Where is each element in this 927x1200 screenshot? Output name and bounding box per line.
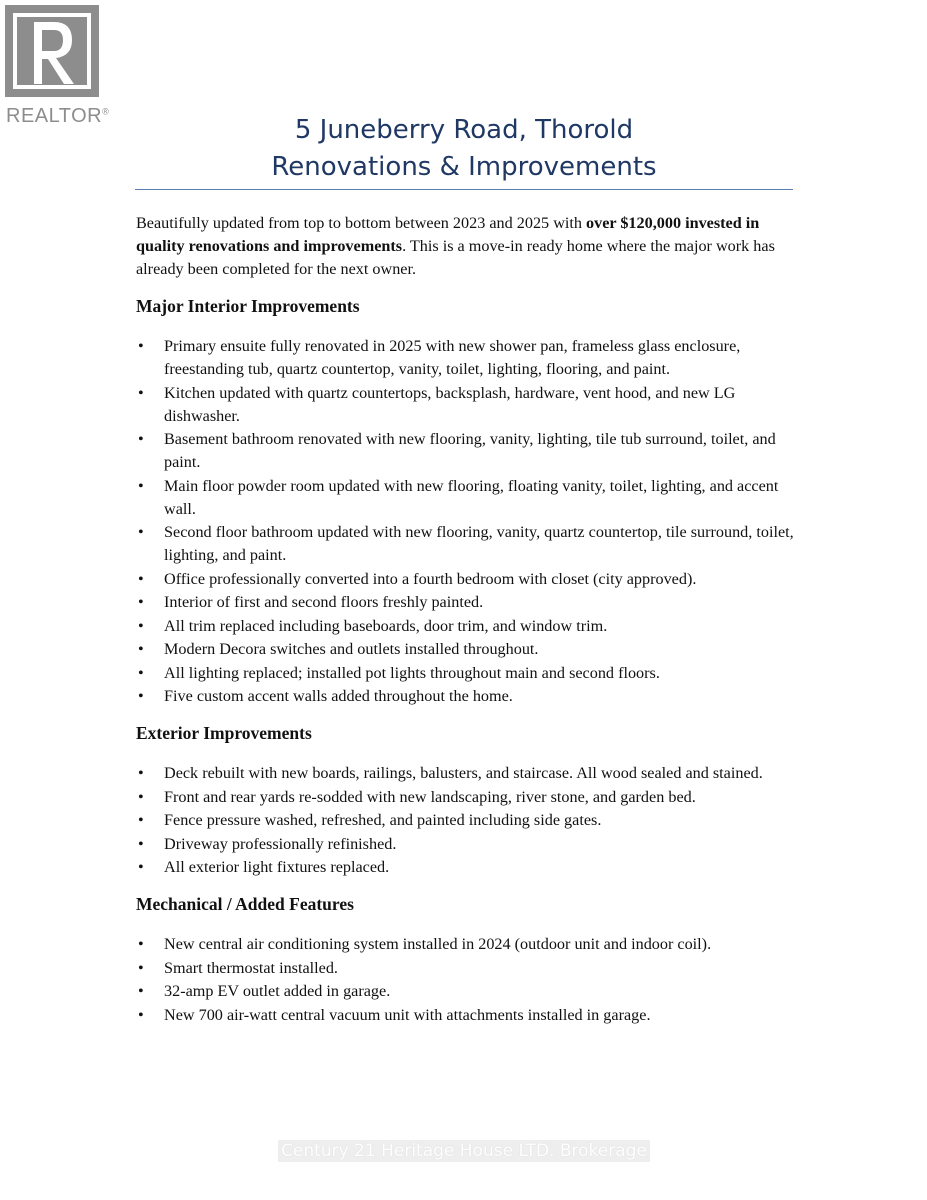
bullet-icon: • <box>138 337 144 355</box>
interior-heading: Major Interior Improvements <box>136 296 360 316</box>
list-item-text: Primary ensuite fully renovated in 2025 with new shower pan, frameless glass enclosure, freestanding tub, quartz countertop, vanity, toilet, lighting, flooring, and paint. <box>164 337 741 378</box>
list-item-text: Modern Decora switches and outlets installed throughout. <box>164 640 539 658</box>
bullet-icon: • <box>138 616 144 635</box>
realtor-wordmark: REALTOR® <box>6 105 110 127</box>
title-address: 5 Juneberry Road, Thorold <box>294 115 634 145</box>
bullet-icon: • <box>138 383 144 402</box>
bullet-icon: • <box>138 1005 144 1024</box>
bullet-icon: • <box>138 523 144 541</box>
list-item <box>136 335 796 381</box>
bullet-icon: • <box>138 811 144 829</box>
list-item-text: All lighting replaced; installed pot lights throughout main and second floors. <box>164 663 660 682</box>
list-item <box>136 428 796 474</box>
list-item-text: Deck rebuilt with new boards, railings, balusters, and staircase. All wood sealed and stained. <box>164 764 763 782</box>
document-body <box>136 212 796 1041</box>
list-item <box>136 475 796 521</box>
bullet-icon: • <box>138 764 144 782</box>
list-item-text: All trim replaced including baseboards, door trim, and window trim. <box>164 616 608 635</box>
bullet-icon: • <box>138 858 144 876</box>
list-item-text: Interior of first and second floors freshly painted. <box>164 593 484 611</box>
list-item <box>136 615 796 638</box>
list-item-text: Second floor bathroom updated with new flooring, vanity, quartz countertop, tile surround, toilet, lighting, and paint. <box>164 523 794 564</box>
list-item <box>136 980 796 1003</box>
title-divider <box>135 189 793 190</box>
list-item <box>136 833 796 856</box>
exterior-heading: Exterior Improvements <box>136 723 312 743</box>
bullet-icon: • <box>138 640 144 658</box>
list-item-text: Basement bathroom renovated with new flooring, vanity, lighting, tile tub surround, toilet, and paint. <box>164 430 776 471</box>
list-item <box>136 957 796 980</box>
list-item <box>136 662 796 685</box>
list-item-text: Office professionally converted into a fourth bedroom with closet (city approved). <box>164 569 697 588</box>
list-item <box>136 1004 796 1027</box>
intro-paragraph: Beautifully updated from top to bottom between 2023 and 2025 with over $120,000 invested in quality renovations and improvements. This is a move-in ready home where the major work has already been completed for the next owner. <box>136 214 775 278</box>
bullet-icon: • <box>138 687 144 705</box>
intro-highlight: over $120,000 invested in quality renovations and improvements <box>136 214 760 255</box>
list-item <box>136 591 796 614</box>
bullet-icon: • <box>138 834 144 853</box>
bullet-icon: • <box>138 958 144 977</box>
list-item <box>136 685 796 708</box>
list-item-text: New central air conditioning system installed in 2024 (outdoor unit and indoor coil). <box>164 935 712 953</box>
list-item-text: Main floor powder room updated with new flooring, floating vanity, toilet, lighting, and accent wall. <box>164 476 779 518</box>
bullet-icon: • <box>138 476 144 495</box>
interior-list <box>136 335 796 708</box>
list-item <box>136 786 796 809</box>
mechanical-heading: Mechanical / Added Features <box>136 894 354 914</box>
list-item-text: Smart thermostat installed. <box>164 958 338 977</box>
list-item-text: Front and rear yards re-sodded with new landscaping, river stone, and garden bed. <box>164 787 696 806</box>
bullet-icon: • <box>138 430 144 448</box>
list-item <box>136 382 796 428</box>
list-item-text: Fence pressure washed, refreshed, and painted including side gates. <box>164 811 602 829</box>
exterior-list <box>136 762 796 879</box>
title-subtitle: Renovations & Improvements <box>271 152 657 182</box>
list-item-text: All exterior light fixtures replaced. <box>164 858 390 876</box>
list-item <box>136 638 796 661</box>
list-item-text: Driveway professionally refinished. <box>164 834 397 853</box>
realtor-logo <box>4 4 108 128</box>
brokerage-footer: Century 21 Heritage House LTD. Brokerage <box>278 1140 650 1162</box>
bullet-icon: • <box>138 663 144 682</box>
realtor-r-icon <box>4 4 100 100</box>
list-item-text: 32-amp EV outlet added in garage. <box>164 982 391 1000</box>
bullet-icon: • <box>138 982 144 1000</box>
bullet-icon: • <box>138 787 144 806</box>
list-item <box>136 933 796 956</box>
mechanical-list <box>136 933 796 1027</box>
list-item <box>136 521 796 567</box>
list-item-text: New 700 air-watt central vacuum unit with attachments installed in garage. <box>164 1005 651 1024</box>
list-item <box>136 856 796 879</box>
document-title <box>135 112 793 186</box>
bullet-icon: • <box>138 935 144 953</box>
list-item <box>136 568 796 591</box>
list-item <box>136 762 796 785</box>
list-item-text: Kitchen updated with quartz countertops, backsplash, hardware, vent hood, and new LG dishwasher. <box>164 383 736 425</box>
list-item-text: Five custom accent walls added throughout the home. <box>164 687 513 705</box>
bullet-icon: • <box>138 569 144 588</box>
list-item <box>136 809 796 832</box>
bullet-icon: • <box>138 593 144 611</box>
